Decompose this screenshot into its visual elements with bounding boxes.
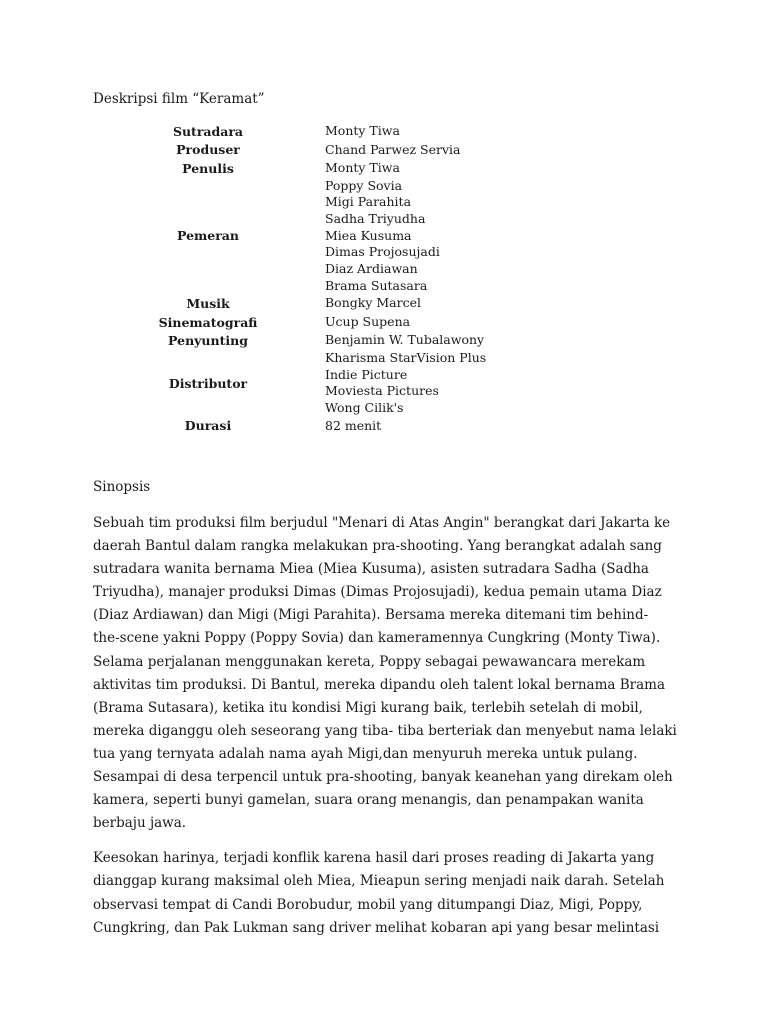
credits-table <box>0 122 768 435</box>
credit-label-cell <box>0 315 410 330</box>
credit-label-cell <box>0 418 410 433</box>
credit-label-cell <box>0 161 410 176</box>
synopsis-line: Triyudha), manajer produksi Dimas (Dimas Projosujadi), kedua pemain utama Diaz <box>93 584 662 601</box>
synopsis-line: Sebuah tim produksi film berjudul "Menari di Atas Angin" berangkat dari Jakarta ke <box>93 515 671 531</box>
credit-value: Poppy Sovia <box>325 177 403 193</box>
credit-label: Distributor <box>168 375 248 391</box>
credit-label-cell <box>0 228 410 243</box>
credit-label: Produser <box>176 142 240 158</box>
credit-value: 82 menit <box>325 417 382 433</box>
synopsis-line: tua yang ternyata adalah nama ayah Migi,dan menyuruh mereka untuk pulang. <box>93 745 638 762</box>
document-title: Deskripsi film “Keramat” <box>93 91 265 107</box>
synopsis-line: the-scene yakni Poppy (Poppy Sovia) dan kameramennya Cungkring (Monty Tiwa). <box>93 630 661 647</box>
credit-value: Brama Sutasara <box>325 277 428 293</box>
synopsis-line: kamera, seperti bunyi gamelan, suara orang menangis, dan penampakan wanita <box>93 792 644 809</box>
credit-label-cell <box>0 296 410 311</box>
credit-value: Moviesta Pictures <box>325 383 439 399</box>
credit-value: Chand Parwez Servia <box>325 141 461 157</box>
credit-row <box>0 417 768 436</box>
credit-label: Musik <box>186 296 230 312</box>
credit-row <box>0 178 768 295</box>
credit-value: Miea Kusuma <box>325 227 412 243</box>
credit-value: Diaz Ardiawan <box>325 261 418 277</box>
credit-label: Penulis <box>182 160 234 176</box>
credit-value: Monty Tiwa <box>325 123 400 138</box>
synopsis-line: Selama perjalanan menggunakan kereta, Poppy sebagai pewawancara merekam <box>93 653 646 670</box>
synopsis-line: berbaju jawa. <box>93 815 187 832</box>
credit-value: Bongky Marcel <box>325 295 421 311</box>
credit-label: Sinematografi <box>158 314 258 330</box>
synopsis-line: aktivitas tim produksi. Di Bantul, mereka dipandu oleh talent lokal bernama Brama <box>93 676 665 693</box>
credit-value: Kharisma StarVision Plus <box>325 349 487 365</box>
credit-row <box>0 159 768 178</box>
synopsis-paragraph <box>93 512 683 835</box>
credit-value: Benjamin W. Tubalawony <box>325 332 485 348</box>
synopsis-line: (Diaz Ardiawan) dan Migi (Migi Parahita). Bersama mereka ditemani tim behind- <box>93 607 649 624</box>
synopsis-line: daerah Bantul dalam rangka melakukan pra-shooting. Yang berangkat adalah sang <box>93 538 662 555</box>
credit-row <box>0 294 768 313</box>
synopsis-body <box>93 512 683 952</box>
credit-label-cell <box>0 333 410 348</box>
credit-row <box>0 331 768 350</box>
credit-row <box>0 350 768 417</box>
synopsis-line: mereka diganggu oleh seseorang yang tiba- tiba berteriak dan menyebut nama lelaki <box>93 722 677 739</box>
synopsis-line: sutradara wanita bernama Miea (Miea Kusuma), asisten sutradara Sadha (Sadha <box>93 561 649 578</box>
synopsis-line: dianggap kurang maksimal oleh Miea, Mieapun sering menjadi naik darah. Setelah <box>93 873 665 890</box>
synopsis-line: Sesampai di desa terpencil untuk pra-shooting, banyak keanehan yang direkam oleh <box>93 769 673 786</box>
synopsis-line: Cungkring, dan Pak Lukman sang driver melihat kobaran api yang besar melintasi <box>93 919 660 936</box>
synopsis-heading: Sinopsis <box>93 479 151 495</box>
credit-value: Dimas Projosujadi <box>325 244 440 260</box>
credit-value: Ucup Supena <box>325 313 411 329</box>
synopsis-paragraph <box>93 847 683 939</box>
credit-label: Sutradara <box>172 123 244 139</box>
credit-value: Indie Picture <box>325 366 408 382</box>
credit-label-cell <box>0 142 410 157</box>
credit-label: Pemeran <box>177 228 239 244</box>
synopsis-line: Keesokan harinya, terjadi konflik karena hasil dari proses reading di Jakarta yang <box>93 850 655 867</box>
credit-value: Migi Parahita <box>325 194 412 210</box>
credit-label: Penyunting <box>168 333 248 349</box>
credit-value: Sadha Triyudha <box>325 210 426 226</box>
credit-row <box>0 313 768 332</box>
credit-label-cell <box>0 124 410 139</box>
credit-label-cell <box>0 376 410 391</box>
credit-value: Monty Tiwa <box>325 160 400 175</box>
synopsis-line: observasi tempat di Candi Borobudur, mobil yang ditumpangi Diaz, Migi, Poppy, <box>93 896 643 913</box>
credit-row <box>0 141 768 160</box>
credit-row <box>0 122 768 141</box>
credit-value: Wong Cilik's <box>325 400 404 416</box>
credit-label: Durasi <box>184 418 232 434</box>
synopsis-line: (Brama Sutasara), ketika itu kondisi Migi kurang baik, terlebih setelah di mobil, <box>93 699 643 716</box>
